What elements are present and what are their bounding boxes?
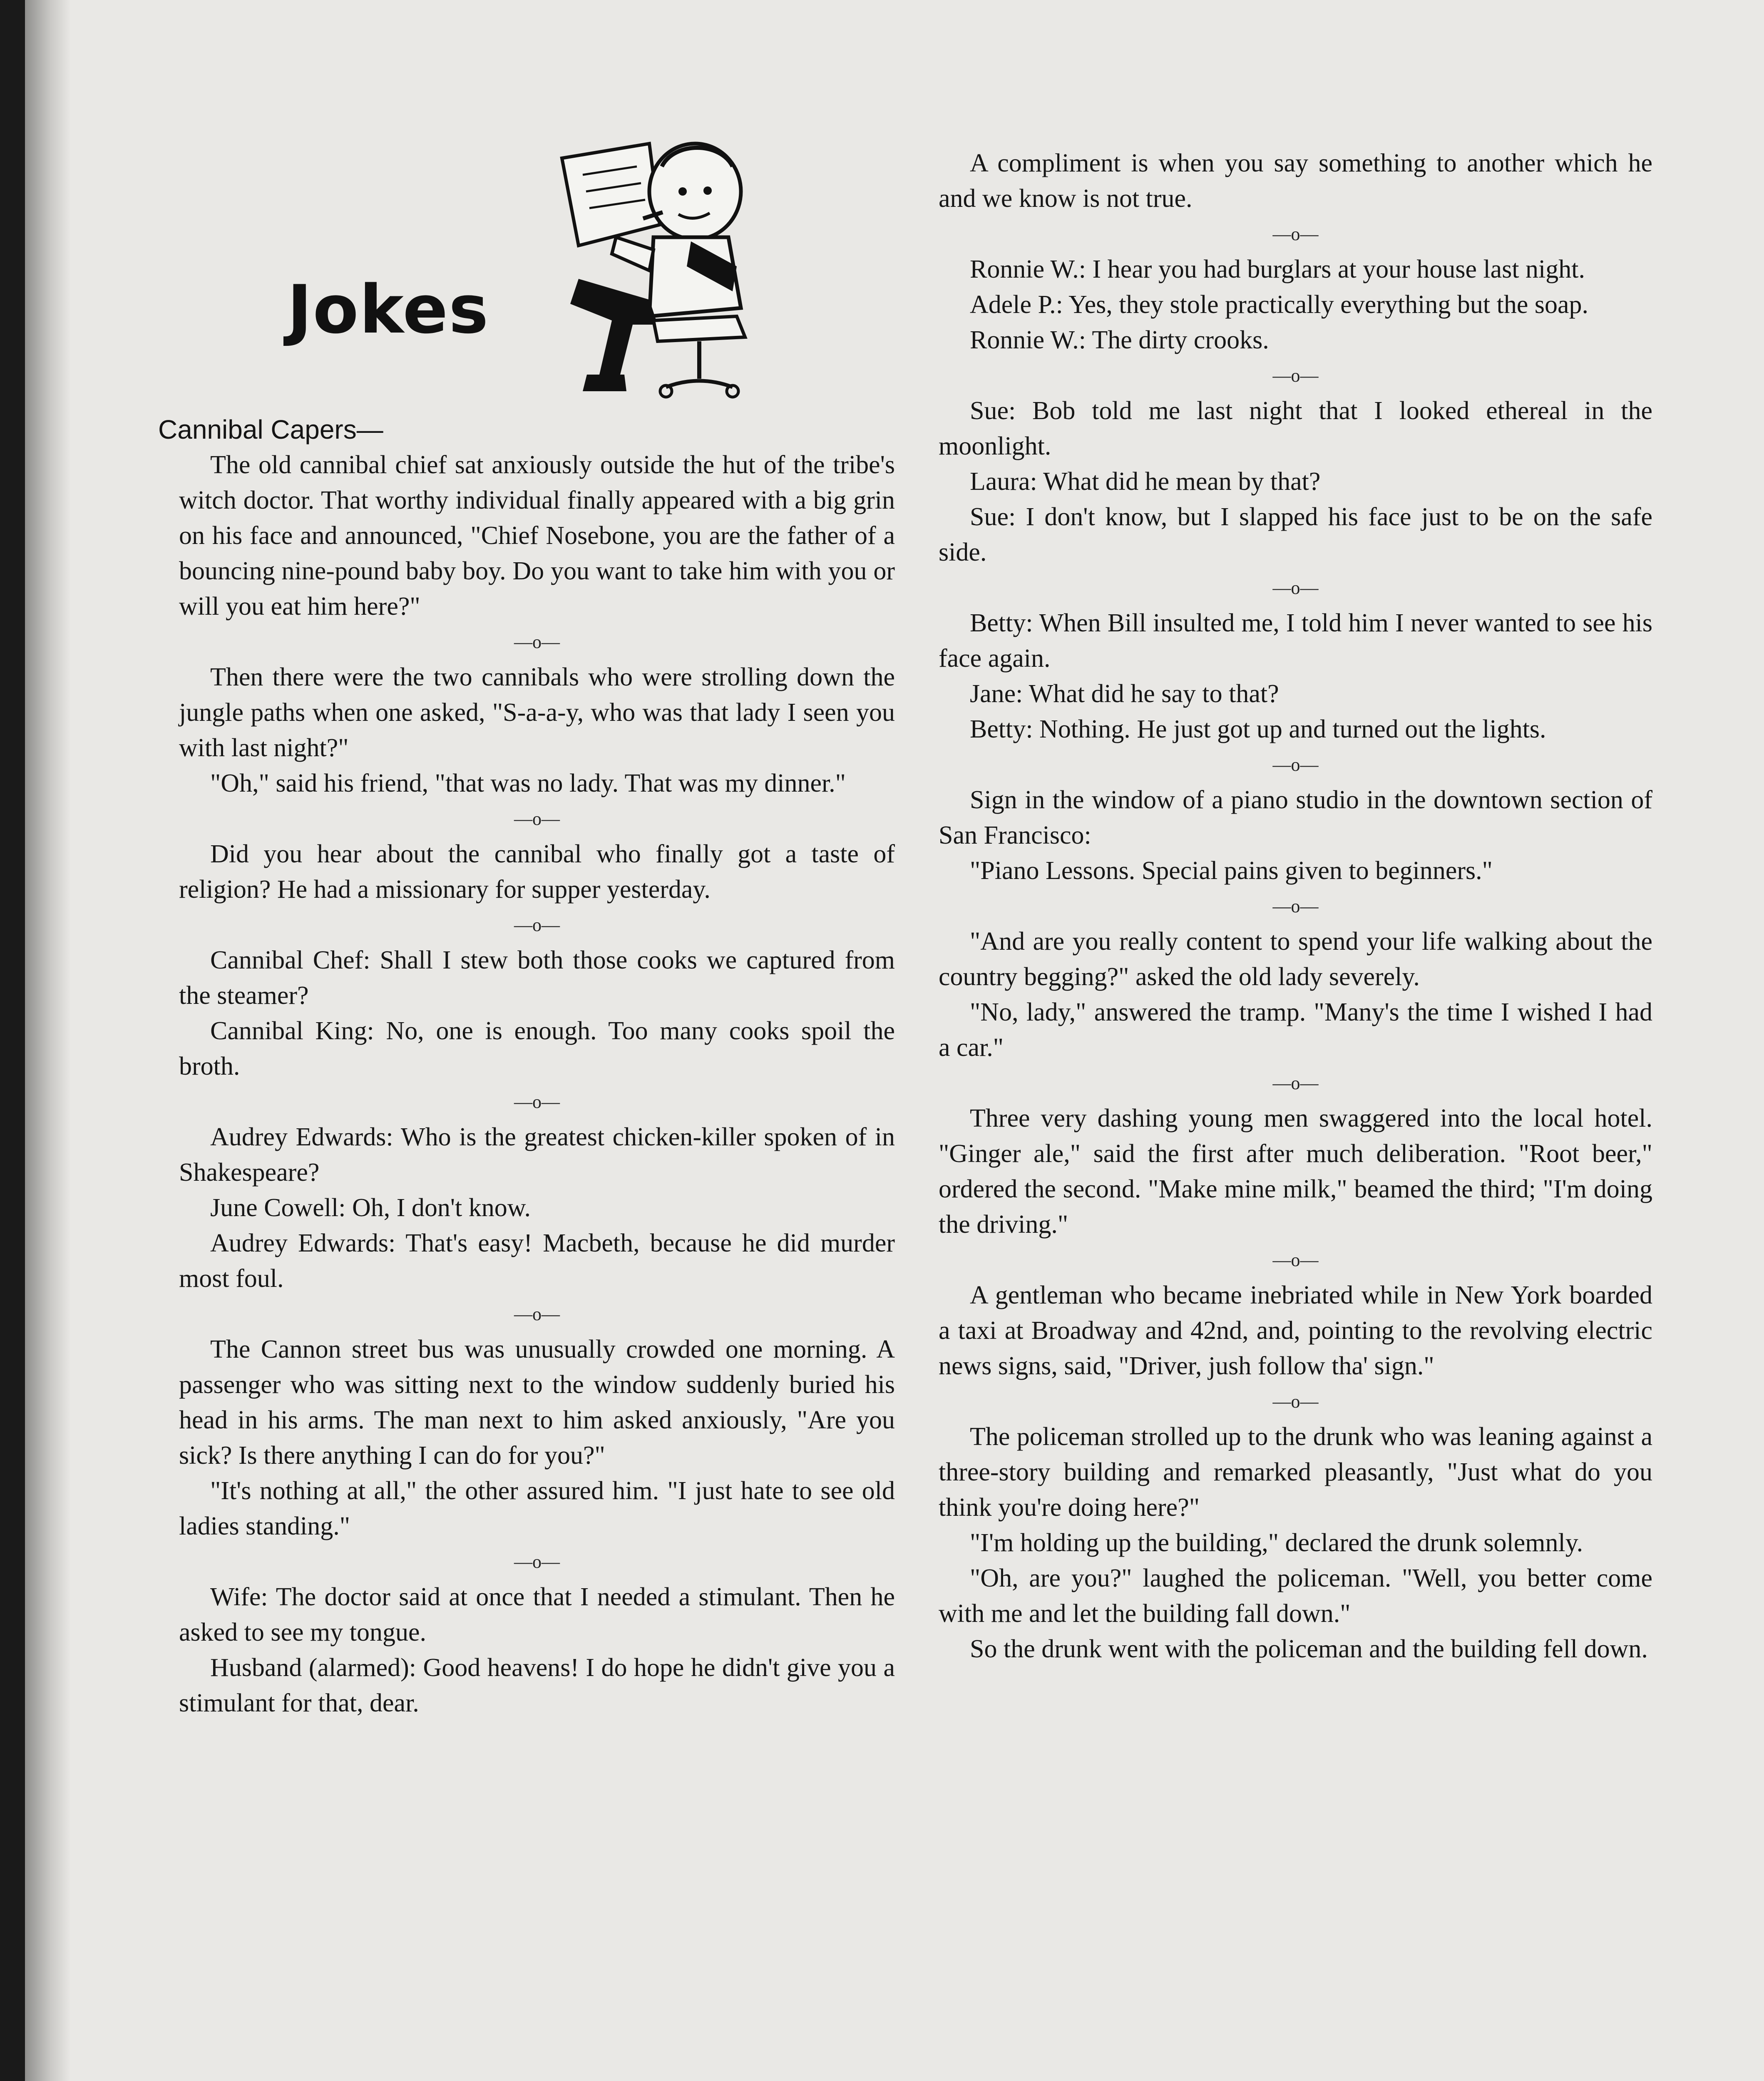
joke-separator: —o—	[1272, 1391, 1319, 1412]
joke-paragraph: Laura: What did he mean by that?	[970, 467, 1321, 496]
joke-paragraph: So the drunk went with the policeman and the building fell down.	[970, 1635, 1648, 1663]
joke-separator: —o—	[1272, 1250, 1319, 1270]
joke-paragraph: Cannibal King: No, one is enough. Too many cooks spoil the broth.	[179, 1017, 895, 1080]
joke-paragraph: Ronnie W.: The dirty crooks.	[970, 326, 1269, 354]
joke-separator: —o—	[514, 1092, 560, 1112]
joke-paragraph: "Oh, are you?" laughed the policeman. "Well, you better come with me and let the building fall down."	[939, 1564, 1652, 1628]
joke-paragraph: "Piano Lessons. Special pains given to beginners."	[970, 857, 1493, 885]
man-reading-newspaper-icon	[554, 142, 787, 408]
joke-paragraph: Ronnie W.: I hear you had burglars at your house last night.	[970, 255, 1585, 283]
page-spine-shadow	[25, 0, 71, 2081]
joke-paragraph: Sign in the window of a piano studio in the downtown section of San Francisco:	[939, 786, 1652, 849]
right-column	[939, 146, 1652, 1667]
joke-paragraph: "Oh," said his friend, "that was no lady. That was my dinner."	[210, 769, 846, 797]
joke-paragraph: Jane: What did he say to that?	[970, 680, 1279, 708]
joke-paragraph: "And are you really content to spend your life walking about the country begging?" asked the old lady severely.	[939, 927, 1652, 991]
joke-separator: —o—	[1272, 224, 1319, 244]
joke-paragraph: Wife: The doctor said at once that I needed a stimulant. Then he asked to see my tongue.	[179, 1583, 895, 1646]
joke-paragraph: The old cannibal chief sat anxiously outside the hut of the tribe's witch doctor. That worthy individual finally appeared with a big grin on his face and announced, "Chief Nosebone, you are the father of a bouncing nine-pound baby boy. Do you want to take him with you or will you eat him here?"	[179, 451, 895, 621]
section-heading: Cannibal Capers—	[158, 415, 383, 445]
joke-paragraph: "It's nothing at all," the other assured him. "I just hate to see old ladies standing."	[179, 1477, 895, 1540]
joke-paragraph: Did you hear about the cannibal who finally got a taste of religion? He had a missionary for supper yesterday.	[179, 840, 895, 904]
joke-separator: —o—	[1272, 578, 1319, 598]
joke-paragraph: Sue: I don't know, but I slapped his face just to be on the safe side.	[939, 503, 1652, 566]
joke-separator: —o—	[514, 632, 560, 652]
joke-paragraph: The Cannon street bus was unusually crowded one morning. A passenger who was sitting next to the window suddenly buried his head in his arms. The man next to him asked anxiously, "Are you sick? Is there anything I can do for you?"	[179, 1335, 895, 1470]
joke-separator: —o—	[514, 809, 560, 829]
joke-paragraph: A compliment is when you say something to another which he and we know is not true.	[939, 149, 1652, 213]
magazine-page	[25, 0, 1764, 2081]
left-column	[158, 415, 895, 1721]
joke-paragraph: "I'm holding up the building," declared the drunk solemnly.	[970, 1529, 1583, 1557]
joke-paragraph: Husband (alarmed): Good heavens! I do hope he didn't give you a stimulant for that, dear.	[179, 1654, 895, 1717]
joke-paragraph: June Cowell: Oh, I don't know.	[210, 1194, 531, 1222]
joke-separator: —o—	[1272, 365, 1319, 386]
joke-separator: —o—	[514, 915, 560, 935]
joke-separator: —o—	[1272, 1073, 1319, 1093]
joke-paragraph: A gentleman who became inebriated while in New York boarded a taxi at Broadway and 42nd, and, pointing to the revolving electric news signs, said, "Driver, jush follow tha' sign."	[939, 1281, 1652, 1380]
joke-paragraph: Cannibal Chef: Shall I stew both those cooks we captured from the steamer?	[179, 946, 895, 1010]
joke-paragraph: The policeman strolled up to the drunk who was leaning against a three-story building and remarked pleasantly, "Just what do you think you're doing here?"	[939, 1423, 1652, 1522]
joke-paragraph: Sue: Bob told me last night that I looked ethereal in the moonlight.	[939, 397, 1652, 460]
joke-separator: —o—	[1272, 896, 1319, 916]
joke-paragraph: Three very dashing young men swaggered into the local hotel. "Ginger ale," said the first after much deliberation. "Root beer," ordered the second. "Make mine milk," beamed the third; "I'm doing the driving."	[939, 1104, 1652, 1239]
joke-paragraph: "No, lady," answered the tramp. "Many's the time I wished I had a car."	[939, 998, 1652, 1062]
joke-paragraph: Audrey Edwards: Who is the greatest chicken-killer spoken of in Shakespeare?	[179, 1123, 895, 1187]
joke-paragraph: Audrey Edwards: That's easy! Macbeth, because he did murder most foul.	[179, 1229, 895, 1293]
joke-paragraph: Then there were the two cannibals who were strolling down the jungle paths when one asked, "S-a-a-y, who was that lady I seen you with last night?"	[179, 663, 895, 762]
joke-separator: —o—	[1272, 755, 1319, 775]
page-title: Jokes	[287, 271, 489, 348]
joke-separator: —o—	[514, 1552, 560, 1572]
joke-paragraph: Adele P.: Yes, they stole practically everything but the soap.	[970, 291, 1589, 319]
joke-paragraph: Betty: When Bill insulted me, I told him I never wanted to see his face again.	[939, 609, 1652, 673]
joke-paragraph: Betty: Nothing. He just got up and turned out the lights.	[970, 715, 1546, 743]
joke-separator: —o—	[514, 1304, 560, 1324]
